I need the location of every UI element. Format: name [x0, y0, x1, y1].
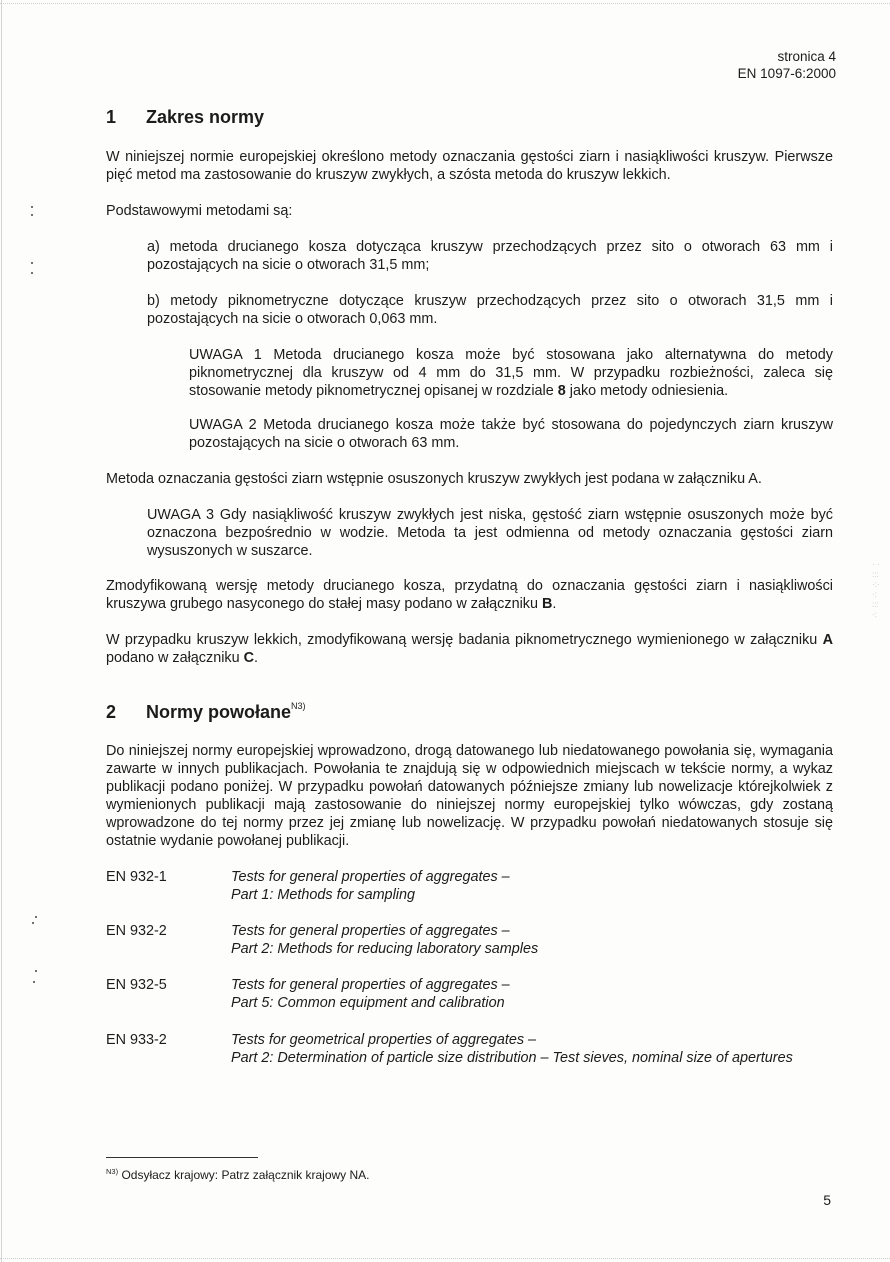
modified-basket-end: .	[552, 596, 557, 612]
lightweight-main: W przypadku kruszyw lekkich, zmodyfikowaną wersję badania piknometrycznego wymienionego w załączniku	[106, 632, 823, 648]
reference-code: EN 933-2	[106, 1032, 167, 1048]
section-2-heading	[106, 701, 306, 723]
footnote-text: Odsyłacz krajowy: Patrz załącznik krajowy NA.	[121, 1168, 370, 1182]
page-label: stronica 4	[777, 49, 836, 64]
section-1-heading	[106, 107, 264, 128]
reference-code: EN 932-2	[106, 923, 167, 939]
reference-code: EN 932-5	[106, 977, 167, 993]
method-item-b: b) metody piknometryczne dotyczące kruszyw przechodzących przez sito o otworach 31,5 mm i pozostających na sicie o otworach 0,063 mm.	[147, 293, 833, 327]
section-number: 2	[106, 702, 117, 722]
annex-b-ref: B	[541, 596, 553, 612]
scan-speck	[31, 214, 33, 216]
reference-title	[231, 868, 510, 904]
scan-speck	[35, 916, 37, 918]
reference-title-line: Tests for general properties of aggregates –	[231, 923, 510, 939]
scan-speck	[32, 922, 34, 924]
reference-title-line: Tests for geometrical properties of aggregates –	[231, 1032, 537, 1048]
standard-id: EN 1097-6:2000	[737, 66, 836, 81]
footnote-separator	[106, 1157, 258, 1158]
scope-intro: W niniejszej normie europejskiej określono metody oznaczania gęstości ziarn i nasiąkliwości kruszyw. Pierwsze pięć metod ma zastosowanie do kruszyw zwykłych, a szósta metoda do kruszyw lekkich.	[106, 149, 833, 183]
lightweight-end: .	[254, 650, 259, 666]
note-1-text: UWAGA 1 Metoda drucianego kosza może być stosowana jako alternatywna do metody piknometrycznej dla kruszyw od 4 mm do 31,5 mm. W przypadku rozbieżności, zaleca się stosowanie metody piknometrycznej opisanej w rozdziale	[189, 347, 833, 399]
note-1	[189, 346, 833, 400]
scan-left-edge	[1, 0, 2, 1262]
references-intro: Do niniejszej normy europejskiej wprowadzono, drogą datowanego lub niedatowanego powołania się, wymagania zawarte w innych publikacjach. Powołania te znajdują się w odpowiednich miejscach w tekście normy, a wykaz publikacji podano poniżej. W przypadku powołań datowanych późniejsze zmiany lub nowelizacje którejkolwiek z wymienionych publikacji mają zastosowanie do niniejszej normy europejskiej tylko wówczas, gdy zostaną wprowadzone do tej normy przez jej zmianę lub nowelizację. W przypadku powołań niedatowanych stosuje się ostatnie wydanie powołanej publikacji.	[106, 743, 833, 849]
reference-title-line: Part 1: Methods for sampling	[231, 887, 415, 903]
reference-title-line: Part 5: Common equipment and calibration	[231, 995, 505, 1011]
scan-speck	[31, 262, 33, 264]
lightweight-text	[106, 631, 833, 667]
bleed-through-marks: · · ::: ·:· ·: ::: ·:	[872, 560, 880, 619]
scan-speck	[31, 272, 33, 274]
reference-title-line: Part 2: Methods for reducing laboratory samples	[231, 941, 539, 957]
reference-title-line: Tests for general properties of aggregates –	[231, 977, 510, 993]
annex-a-ref: A	[822, 632, 833, 648]
method-item-a: a) metoda drucianego kosza dotycząca kruszyw przechodzących przez sito o otworach 63 mm i pozostających na sicie o otworach 31,5 mm;	[147, 239, 833, 273]
scan-bottom-edge	[0, 1258, 890, 1259]
note-1-text-end: jako metody odniesienia.	[565, 383, 729, 399]
reference-title	[231, 1031, 793, 1067]
footnote-mark: N3)	[106, 1167, 119, 1176]
basic-methods-lead: Podstawowymi metodami są:	[106, 203, 293, 219]
modified-basket-text	[106, 577, 833, 613]
section-title: Zakres normy	[146, 107, 265, 127]
page-number: 5	[823, 1192, 831, 1208]
footnote	[106, 1165, 370, 1182]
lightweight-mid: podano w załączniku	[106, 650, 244, 666]
note-1-section-ref: 8	[557, 383, 566, 399]
modified-basket-main: Zmodyfikowaną wersję metody drucianego kosza, przydatną do oznaczania gęstości ziarn i nasiąkliwości kruszywa grubego nasyconego do stałej masy podano w załączniku	[106, 578, 833, 612]
predried-method-text: Metoda oznaczania gęstości ziarn wstępnie osuszonych kruszyw zwykłych jest podana w załączniku A.	[106, 471, 762, 487]
section-title: Normy powołane	[146, 702, 292, 722]
section-number: 1	[106, 107, 117, 127]
footnote-marker: N3)	[291, 701, 306, 711]
annex-c-ref: C	[243, 650, 255, 666]
reference-code: EN 932-1	[106, 869, 167, 885]
scan-speck	[31, 206, 33, 208]
reference-title-line: Tests for general properties of aggregates –	[231, 869, 510, 885]
scan-speck	[33, 981, 35, 983]
scan-top-edge	[0, 3, 890, 4]
reference-title	[231, 976, 510, 1012]
scan-speck	[35, 970, 37, 972]
reference-title	[231, 922, 538, 958]
note-2: UWAGA 2 Metoda drucianego kosza może także być stosowana do pojedynczych ziarn kruszyw pozostających na sicie o otworach 63 mm.	[189, 417, 833, 451]
note-3: UWAGA 3 Gdy nasiąkliwość kruszyw zwykłych jest niska, gęstość ziarn wstępnie osuszonych może być oznaczona bezpośrednio w wodzie. Metoda ta jest odmienna od metody oznaczania gęstości ziarn wysuszonych w suszarce.	[147, 507, 833, 559]
reference-title-line: Part 2: Determination of particle size distribution – Test sieves, nominal size of apertures	[231, 1050, 793, 1066]
page-header	[738, 48, 836, 82]
